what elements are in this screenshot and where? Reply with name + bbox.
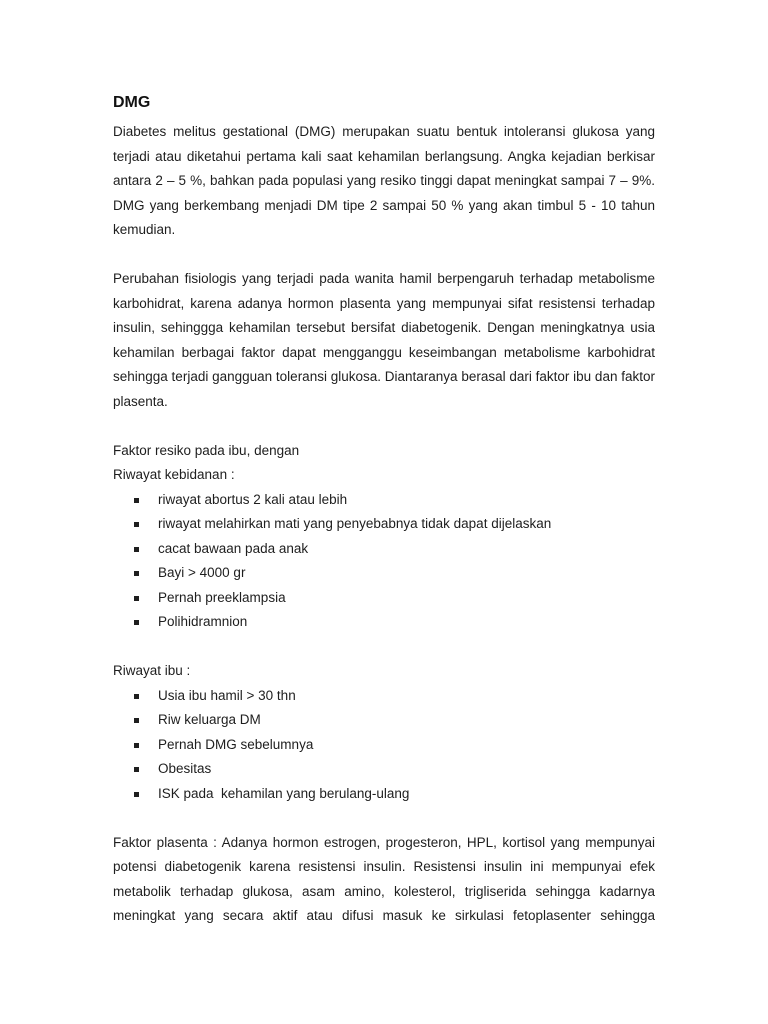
- riwayat-kebidanan-heading: Riwayat kebidanan :: [113, 467, 235, 482]
- list-item: [113, 561, 655, 586]
- square-bullet-icon: [134, 547, 139, 552]
- square-bullet-icon: [134, 718, 139, 723]
- riwayat-ibu-heading: Riwayat ibu :: [113, 663, 191, 678]
- paragraph-gap: [113, 806, 655, 831]
- paragraph-gap: [113, 635, 655, 660]
- square-bullet-icon: [134, 743, 139, 748]
- list-item-text: Pernah DMG sebelumnya: [158, 736, 314, 752]
- square-bullet-icon: [134, 620, 139, 625]
- paragraph-physiology: Perubahan fisiologis yang terjadi pada wanita hamil berpengaruh terhadap metabolisme karbohidrat, karena adanya hormon plasenta yang mempunyai sifat resistensi terhadap insulin, sehinggga kehamilan tersebut bersifat diabetogenik. Dengan meningkatnya usia kehamilan berbagai faktor dapat mengganggu keseimbangan metabolisme karbohidrat sehingga terjadi gangguan toleransi glukosa. Diantaranya berasal dari faktor ibu dan faktor plasenta.: [113, 271, 655, 409]
- square-bullet-icon: [134, 596, 139, 601]
- riwayat-ibu-list: [113, 684, 655, 807]
- list-item-text: Bayi > 4000 gr: [158, 565, 246, 580]
- list-item-text: riwayat melahirkan mati yang penyebabnya tidak dapat dijelaskan: [158, 516, 552, 531]
- list-item: [113, 708, 655, 733]
- paragraph-gap: [113, 414, 655, 439]
- list-item: [113, 537, 655, 562]
- square-bullet-icon: [134, 522, 139, 527]
- list-item: [113, 610, 655, 635]
- list-item-text: Obesitas: [158, 761, 212, 776]
- list-item-text: Pernah preeklampsia: [158, 589, 286, 605]
- faktor-ibu-intro: Faktor resiko pada ibu, dengan: [113, 442, 300, 458]
- riwayat-kebidanan-list: [113, 488, 655, 635]
- paragraph-gap: [113, 243, 655, 268]
- list-item-text: Usia ibu hamil > 30 thn: [158, 687, 296, 703]
- list-item: [113, 512, 655, 537]
- paragraph-definition: Diabetes melitus gestational (DMG) merupakan suatu bentuk intoleransi glukosa yang terjadi atau diketahui pertama kali saat kehamilan berlangsung. Angka kejadian berkisar antara 2 – 5 %, bahkan pada populasi yang resiko tinggi dapat meningkat sampai 7 – 9%. DMG yang berkembang menjadi DM tipe 2 sampai 50 % yang akan timbul 5 - 10 tahun kemudian.: [113, 124, 655, 237]
- list-item: [113, 684, 655, 709]
- list-item-text: cacat bawaan pada anak: [158, 540, 309, 556]
- list-item: [113, 757, 655, 782]
- list-item-text: ISK pada kehamilan yang berulang-ulang: [158, 785, 410, 801]
- list-item: [113, 586, 655, 611]
- square-bullet-icon: [134, 767, 139, 772]
- square-bullet-icon: [134, 792, 139, 797]
- square-bullet-icon: [134, 694, 139, 699]
- document-title: DMG: [113, 94, 151, 111]
- list-item-text: riwayat abortus 2 kali atau lebih: [158, 491, 348, 507]
- list-item: [113, 782, 655, 807]
- list-item: [113, 488, 655, 513]
- square-bullet-icon: [134, 498, 139, 503]
- list-item-text: Riw keluarga DM: [158, 712, 261, 727]
- list-item: [113, 733, 655, 758]
- list-item-text: Polihidramnion: [158, 614, 248, 629]
- paragraph-faktor-plasenta: Faktor plasenta : Adanya hormon estrogen, progesteron, HPL, kortisol yang mempunyai potensi diabetogenik karena resistensi insulin. Resistensi insulin ini mempunyai efek metabolik terhadap glukosa, asam amino, kolesterol, trigliserida sehingga kadarnya meningkat yang secara aktif atau difusi masuk ke sirkulasi fetoplasenter sehingga: [113, 834, 655, 923]
- document-page: [113, 92, 655, 929]
- square-bullet-icon: [134, 571, 139, 576]
